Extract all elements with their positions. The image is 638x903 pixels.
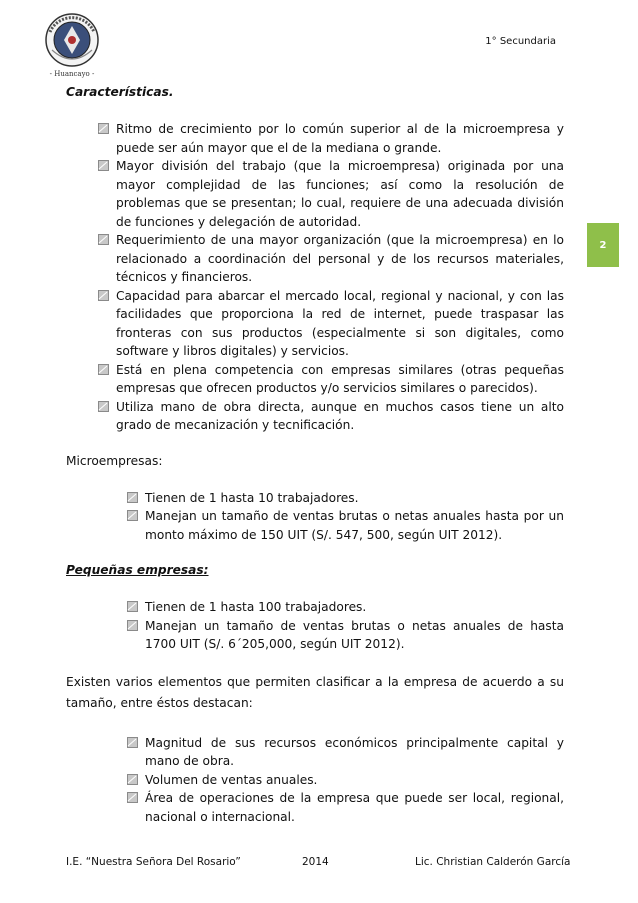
list-item-text: Manejan un tamaño de ventas brutas o netas anuales hasta por un monto máximo de 150 UIT (S/. 547, 500, según UIT 2012). <box>145 509 564 542</box>
svg-text:- Huancayo -: - Huancayo - <box>49 70 95 78</box>
size-criteria-list <box>66 734 564 827</box>
bullet-icon <box>98 123 109 134</box>
list-item-text: Ritmo de crecimiento por lo común superior al de la microempresa y puede ser aún mayor que el de la mediana o grande. <box>116 122 564 155</box>
size-intro-paragraph: Existen varios elementos que permiten clasificar a la empresa de acuerdo a su tamaño, entre éstos destacan: <box>66 674 564 710</box>
list-item <box>116 120 564 157</box>
bullet-icon <box>98 364 109 375</box>
bullet-icon <box>98 160 109 171</box>
list-item <box>116 398 564 435</box>
bullet-icon <box>98 234 109 245</box>
list-item <box>145 598 564 617</box>
list-item <box>116 287 564 361</box>
footer-school: I.E. “Nuestra Señora Del Rosario” <box>66 856 241 868</box>
list-item <box>116 361 564 398</box>
small-business-title: Pequeñas empresas: <box>66 563 209 577</box>
small-business-list <box>66 598 564 654</box>
list-item-text: Tienen de 1 hasta 10 trabajadores. <box>145 490 359 505</box>
list-item-text: Área de operaciones de la empresa que puede ser local, regional, nacional o internacional. <box>145 791 564 824</box>
footer-year: 2014 <box>302 856 329 868</box>
bullet-icon <box>127 737 138 748</box>
footer-author: Lic. Christian Calderón García <box>415 856 571 868</box>
list-item-text: Tienen de 1 hasta 100 trabajadores. <box>145 600 367 614</box>
grade-label: 1° Secundaria <box>485 36 556 47</box>
list-item-text: Magnitud de sus recursos económicos principalmente capital y mano de obra. <box>145 735 564 768</box>
bullet-icon <box>98 401 109 412</box>
micro-list <box>66 489 564 545</box>
list-item <box>145 489 564 508</box>
bullet-icon <box>127 492 138 503</box>
list-item-text: Volumen de ventas anuales. <box>145 772 318 787</box>
bullet-icon <box>127 774 138 785</box>
list-item-text: Está en plena competencia con empresas similares (otras pequeñas empresas que ofrecen productos y/o servicios similares o parecidos). <box>116 362 564 395</box>
list-item-text: Capacidad para abarcar el mercado local, regional y nacional, y con las facilidades que proporciona la red de internet, puede traspasar las fronteras con sus productos (especialmente si son digitales, como software y libros digitales) y servicios. <box>116 288 564 358</box>
list-item-text: Manejan un tamaño de ventas brutas o netas anuales de hasta 1700 UIT (S/. 6´205,000, según UIT 2012). <box>145 618 564 651</box>
list-item-text: Requerimiento de una mayor organización (que la microempresa) en lo relacionado a coordinación del personal y de los recursos materiales, técnicos y financieros. <box>116 233 564 284</box>
page-number-badge: 2 <box>587 223 619 267</box>
list-item <box>116 157 564 231</box>
bullet-icon <box>127 620 138 631</box>
list-item <box>145 734 564 771</box>
bullet-icon <box>127 601 138 612</box>
main-content <box>66 84 564 826</box>
list-item <box>145 507 564 544</box>
list-item <box>145 617 564 654</box>
micro-title: Microempresas: <box>66 453 163 468</box>
characteristics-title: Características. <box>66 85 174 99</box>
bullet-icon <box>127 792 138 803</box>
list-item-text: Mayor división del trabajo (que la microempresa) originada por una mayor complejidad de las funciones; así como la resolución de problemas que se presentan; lo cual, requiere de una adecuada división de funciones y delegación de autoridad. <box>116 159 564 229</box>
list-item <box>145 771 564 790</box>
list-item <box>116 231 564 287</box>
list-item-text: Utiliza mano de obra directa, aunque en muchos casos tiene un alto grado de mecanización y tecnificación. <box>116 399 564 432</box>
characteristics-list <box>66 120 564 435</box>
school-seal-logo <box>34 10 110 80</box>
list-item <box>145 789 564 826</box>
bullet-icon <box>127 510 138 521</box>
bullet-icon <box>98 290 109 301</box>
